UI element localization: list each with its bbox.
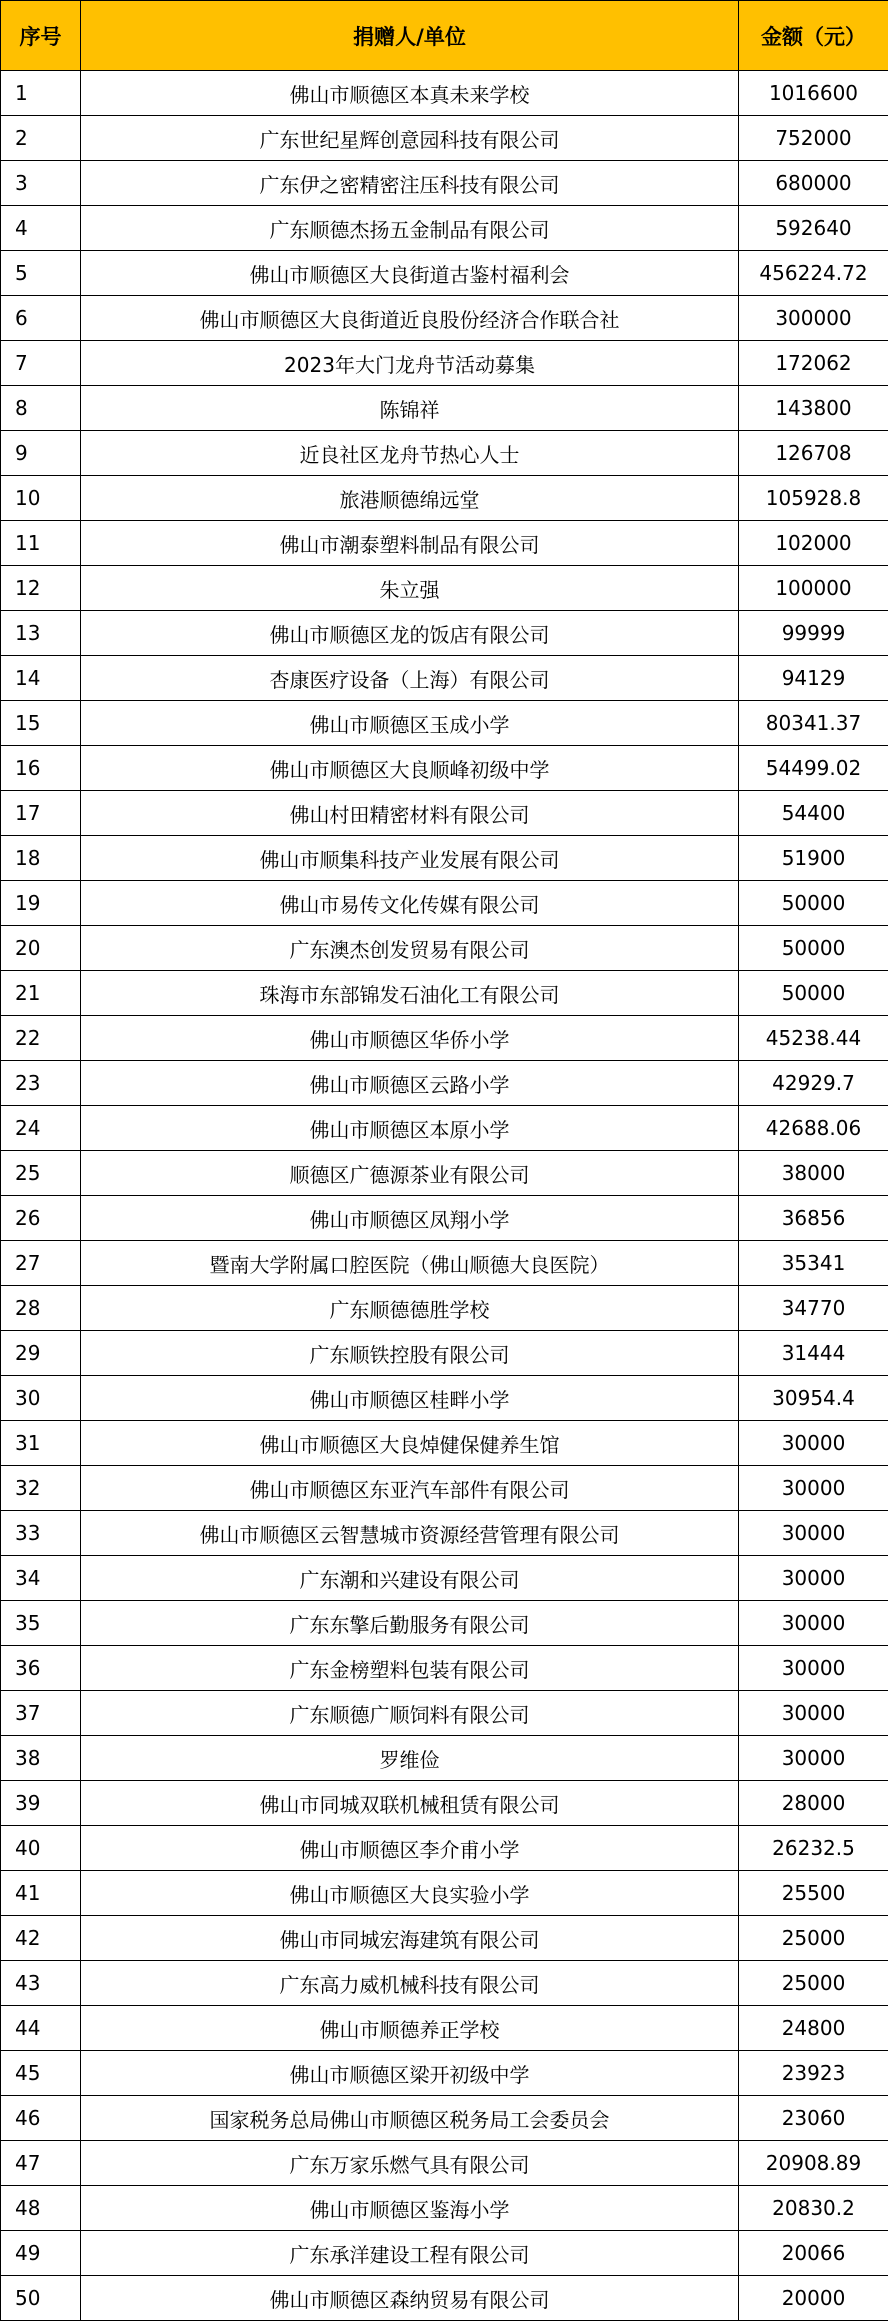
donation-amount: 24800	[739, 2006, 888, 2051]
donation-amount: 456224.72	[739, 251, 888, 296]
donor-name: 广东东擎后勤服务有限公司	[81, 1601, 739, 1646]
donor-name: 国家税务总局佛山市顺德区税务局工会委员会	[81, 2096, 739, 2141]
donation-amount: 20000	[739, 2276, 888, 2321]
donor-name: 佛山市顺德区云智慧城市资源经营管理有限公司	[81, 1511, 739, 1556]
row-index: 8	[1, 386, 81, 431]
donation-amount: 30000	[739, 1691, 888, 1736]
donor-name: 佛山市顺德区本原小学	[81, 1106, 739, 1151]
table-row	[1, 1601, 888, 1646]
donation-amount: 50000	[739, 971, 888, 1016]
donor-name: 顺德区广德源茶业有限公司	[81, 1151, 739, 1196]
donation-amount: 30000	[739, 1646, 888, 1691]
header-donor: 捐赠人/单位	[81, 1, 739, 71]
table-row	[1, 521, 888, 566]
donor-name: 佛山市顺德区龙的饭店有限公司	[81, 611, 739, 656]
row-index: 18	[1, 836, 81, 881]
row-index: 40	[1, 1826, 81, 1871]
table-row	[1, 296, 888, 341]
table-row	[1, 161, 888, 206]
donation-amount: 143800	[739, 386, 888, 431]
donation-amount: 99999	[739, 611, 888, 656]
table-row	[1, 971, 888, 1016]
donation-amount: 42688.06	[739, 1106, 888, 1151]
donor-name: 佛山市顺德区东亚汽车部件有限公司	[81, 1466, 739, 1511]
donation-amount: 172062	[739, 341, 888, 386]
donation-amount: 30000	[739, 1421, 888, 1466]
table-row	[1, 1871, 888, 1916]
table-row	[1, 206, 888, 251]
donation-amount: 30000	[739, 1601, 888, 1646]
table-row	[1, 431, 888, 476]
table-row	[1, 926, 888, 971]
donation-amount: 50000	[739, 881, 888, 926]
donor-name: 陈锦祥	[81, 386, 739, 431]
table-row	[1, 1151, 888, 1196]
table-row	[1, 1466, 888, 1511]
table-row	[1, 1556, 888, 1601]
row-index: 48	[1, 2186, 81, 2231]
table-row	[1, 746, 888, 791]
donor-name: 佛山市潮泰塑料制品有限公司	[81, 521, 739, 566]
table-row	[1, 1241, 888, 1286]
table-row	[1, 1106, 888, 1151]
donation-amount: 592640	[739, 206, 888, 251]
row-index: 49	[1, 2231, 81, 2276]
row-index: 15	[1, 701, 81, 746]
donation-amount: 25500	[739, 1871, 888, 1916]
donation-amount: 20066	[739, 2231, 888, 2276]
row-index: 21	[1, 971, 81, 1016]
row-index: 33	[1, 1511, 81, 1556]
donor-name: 广东承洋建设工程有限公司	[81, 2231, 739, 2276]
donor-name: 佛山市易传文化传媒有限公司	[81, 881, 739, 926]
donor-name: 佛山市顺德区鉴海小学	[81, 2186, 739, 2231]
table-row	[1, 656, 888, 701]
donor-name: 广东万家乐燃气具有限公司	[81, 2141, 739, 2186]
table-row	[1, 881, 888, 926]
row-index: 11	[1, 521, 81, 566]
row-index: 13	[1, 611, 81, 656]
row-index: 26	[1, 1196, 81, 1241]
donor-name: 佛山市顺德区玉成小学	[81, 701, 739, 746]
table-row	[1, 1826, 888, 1871]
donation-amount: 26232.5	[739, 1826, 888, 1871]
donation-amount: 25000	[739, 1961, 888, 2006]
row-index: 43	[1, 1961, 81, 2006]
header-index: 序号	[1, 1, 81, 71]
table-row	[1, 791, 888, 836]
donation-amount: 23923	[739, 2051, 888, 2096]
row-index: 20	[1, 926, 81, 971]
donor-name: 佛山村田精密材料有限公司	[81, 791, 739, 836]
table-row	[1, 2141, 888, 2186]
row-index: 24	[1, 1106, 81, 1151]
donation-amount: 80341.37	[739, 701, 888, 746]
row-index: 23	[1, 1061, 81, 1106]
table-row	[1, 1916, 888, 1961]
table-row	[1, 1646, 888, 1691]
donor-name: 杏康医疗设备（上海）有限公司	[81, 656, 739, 701]
row-index: 9	[1, 431, 81, 476]
donor-name: 佛山市顺德区云路小学	[81, 1061, 739, 1106]
row-index: 6	[1, 296, 81, 341]
donor-name: 广东金榜塑料包装有限公司	[81, 1646, 739, 1691]
donation-amount: 30000	[739, 1736, 888, 1781]
donation-amount: 30000	[739, 1511, 888, 1556]
table-row	[1, 1511, 888, 1556]
donation-amount: 25000	[739, 1916, 888, 1961]
table-row	[1, 2231, 888, 2276]
row-index: 3	[1, 161, 81, 206]
donation-amount: 36856	[739, 1196, 888, 1241]
donor-name: 佛山市顺德区梁开初级中学	[81, 2051, 739, 2096]
donor-name: 佛山市同城宏海建筑有限公司	[81, 1916, 739, 1961]
donor-name: 朱立强	[81, 566, 739, 611]
row-index: 5	[1, 251, 81, 296]
donor-name: 广东高力威机械科技有限公司	[81, 1961, 739, 2006]
row-index: 2	[1, 116, 81, 161]
donation-amount: 38000	[739, 1151, 888, 1196]
table-row	[1, 341, 888, 386]
table-row	[1, 71, 888, 116]
donor-name: 旅港顺德绵远堂	[81, 476, 739, 521]
donation-amount: 1016600	[739, 71, 888, 116]
donation-amount: 126708	[739, 431, 888, 476]
table-row	[1, 476, 888, 521]
table-row	[1, 836, 888, 881]
donor-name: 佛山市顺德区大良街道古鉴村福利会	[81, 251, 739, 296]
row-index: 45	[1, 2051, 81, 2096]
row-index: 32	[1, 1466, 81, 1511]
row-index: 44	[1, 2006, 81, 2051]
row-index: 36	[1, 1646, 81, 1691]
donation-amount: 100000	[739, 566, 888, 611]
table-row	[1, 1376, 888, 1421]
table-row	[1, 2276, 888, 2321]
donation-amount: 105928.8	[739, 476, 888, 521]
donor-name: 广东澳杰创发贸易有限公司	[81, 926, 739, 971]
row-index: 27	[1, 1241, 81, 1286]
donation-amount: 42929.7	[739, 1061, 888, 1106]
table-row	[1, 1961, 888, 2006]
row-index: 10	[1, 476, 81, 521]
donor-name: 佛山市顺德区李介甫小学	[81, 1826, 739, 1871]
row-index: 25	[1, 1151, 81, 1196]
row-index: 16	[1, 746, 81, 791]
table-row	[1, 1691, 888, 1736]
row-index: 39	[1, 1781, 81, 1826]
donor-name: 近良社区龙舟节热心人士	[81, 431, 739, 476]
table-row	[1, 1781, 888, 1826]
row-index: 22	[1, 1016, 81, 1061]
table-row	[1, 1286, 888, 1331]
donor-name: 暨南大学附属口腔医院（佛山顺德大良医院）	[81, 1241, 739, 1286]
donation-amount: 34770	[739, 1286, 888, 1331]
table-row	[1, 1016, 888, 1061]
donor-name: 佛山市顺德区华侨小学	[81, 1016, 739, 1061]
donor-name: 佛山市顺德区森纳贸易有限公司	[81, 2276, 739, 2321]
table-row	[1, 386, 888, 431]
row-index: 50	[1, 2276, 81, 2321]
donation-amount: 54499.02	[739, 746, 888, 791]
donation-amount: 28000	[739, 1781, 888, 1826]
donation-amount: 20830.2	[739, 2186, 888, 2231]
donor-name: 2023年大门龙舟节活动募集	[81, 341, 739, 386]
donation-amount: 20908.89	[739, 2141, 888, 2186]
header-amount: 金额（元）	[739, 1, 888, 71]
row-index: 37	[1, 1691, 81, 1736]
row-index: 34	[1, 1556, 81, 1601]
row-index: 29	[1, 1331, 81, 1376]
row-index: 19	[1, 881, 81, 926]
table-row	[1, 1331, 888, 1376]
donation-amount: 30000	[739, 1466, 888, 1511]
donor-name: 佛山市顺德养正学校	[81, 2006, 739, 2051]
table-row	[1, 116, 888, 161]
table-row	[1, 1421, 888, 1466]
table-row	[1, 251, 888, 296]
row-index: 17	[1, 791, 81, 836]
table-row	[1, 566, 888, 611]
donor-name: 佛山市顺德区大良实验小学	[81, 1871, 739, 1916]
row-index: 47	[1, 2141, 81, 2186]
donation-amount: 102000	[739, 521, 888, 566]
row-index: 42	[1, 1916, 81, 1961]
donor-name: 佛山市顺德区大良焯健保健养生馆	[81, 1421, 739, 1466]
donor-name: 佛山市顺德区本真未来学校	[81, 71, 739, 116]
table-row	[1, 701, 888, 746]
donation-amount: 300000	[739, 296, 888, 341]
donation-amount: 752000	[739, 116, 888, 161]
donor-name: 广东顺铁控股有限公司	[81, 1331, 739, 1376]
donation-amount: 680000	[739, 161, 888, 206]
donation-amount: 94129	[739, 656, 888, 701]
donor-name: 佛山市顺德区大良街道近良股份经济合作联合社	[81, 296, 739, 341]
row-index: 35	[1, 1601, 81, 1646]
table-row	[1, 1736, 888, 1781]
donation-amount: 23060	[739, 2096, 888, 2141]
donor-name: 佛山市顺德区桂畔小学	[81, 1376, 739, 1421]
donor-name: 广东顺德德胜学校	[81, 1286, 739, 1331]
row-index: 4	[1, 206, 81, 251]
table-row	[1, 1061, 888, 1106]
donation-amount: 50000	[739, 926, 888, 971]
donor-name: 广东伊之密精密注压科技有限公司	[81, 161, 739, 206]
row-index: 38	[1, 1736, 81, 1781]
donor-name: 佛山市顺德区大良顺峰初级中学	[81, 746, 739, 791]
row-index: 7	[1, 341, 81, 386]
donation-amount: 31444	[739, 1331, 888, 1376]
donation-amount: 30000	[739, 1556, 888, 1601]
header-row	[1, 1, 888, 71]
row-index: 46	[1, 2096, 81, 2141]
row-index: 12	[1, 566, 81, 611]
row-index: 1	[1, 71, 81, 116]
donor-name: 广东顺德广顺饲料有限公司	[81, 1691, 739, 1736]
table-row	[1, 2006, 888, 2051]
row-index: 31	[1, 1421, 81, 1466]
table-row	[1, 611, 888, 656]
donation-amount: 30954.4	[739, 1376, 888, 1421]
table-row	[1, 1196, 888, 1241]
donor-name: 罗维俭	[81, 1736, 739, 1781]
row-index: 30	[1, 1376, 81, 1421]
table-body	[1, 71, 888, 2321]
donation-amount: 35341	[739, 1241, 888, 1286]
donor-name: 佛山市同城双联机械租赁有限公司	[81, 1781, 739, 1826]
row-index: 14	[1, 656, 81, 701]
row-index: 28	[1, 1286, 81, 1331]
donor-name: 佛山市顺集科技产业发展有限公司	[81, 836, 739, 881]
donation-amount: 51900	[739, 836, 888, 881]
donor-name: 佛山市顺德区凤翔小学	[81, 1196, 739, 1241]
table-row	[1, 2096, 888, 2141]
donor-name: 广东世纪星辉创意园科技有限公司	[81, 116, 739, 161]
donor-name: 广东顺德杰扬五金制品有限公司	[81, 206, 739, 251]
donor-name: 广东潮和兴建设有限公司	[81, 1556, 739, 1601]
row-index: 41	[1, 1871, 81, 1916]
donation-amount: 54400	[739, 791, 888, 836]
donation-amount: 45238.44	[739, 1016, 888, 1061]
table-row	[1, 2051, 888, 2096]
table-row	[1, 2186, 888, 2231]
donor-name: 珠海市东部锦发石油化工有限公司	[81, 971, 739, 1016]
